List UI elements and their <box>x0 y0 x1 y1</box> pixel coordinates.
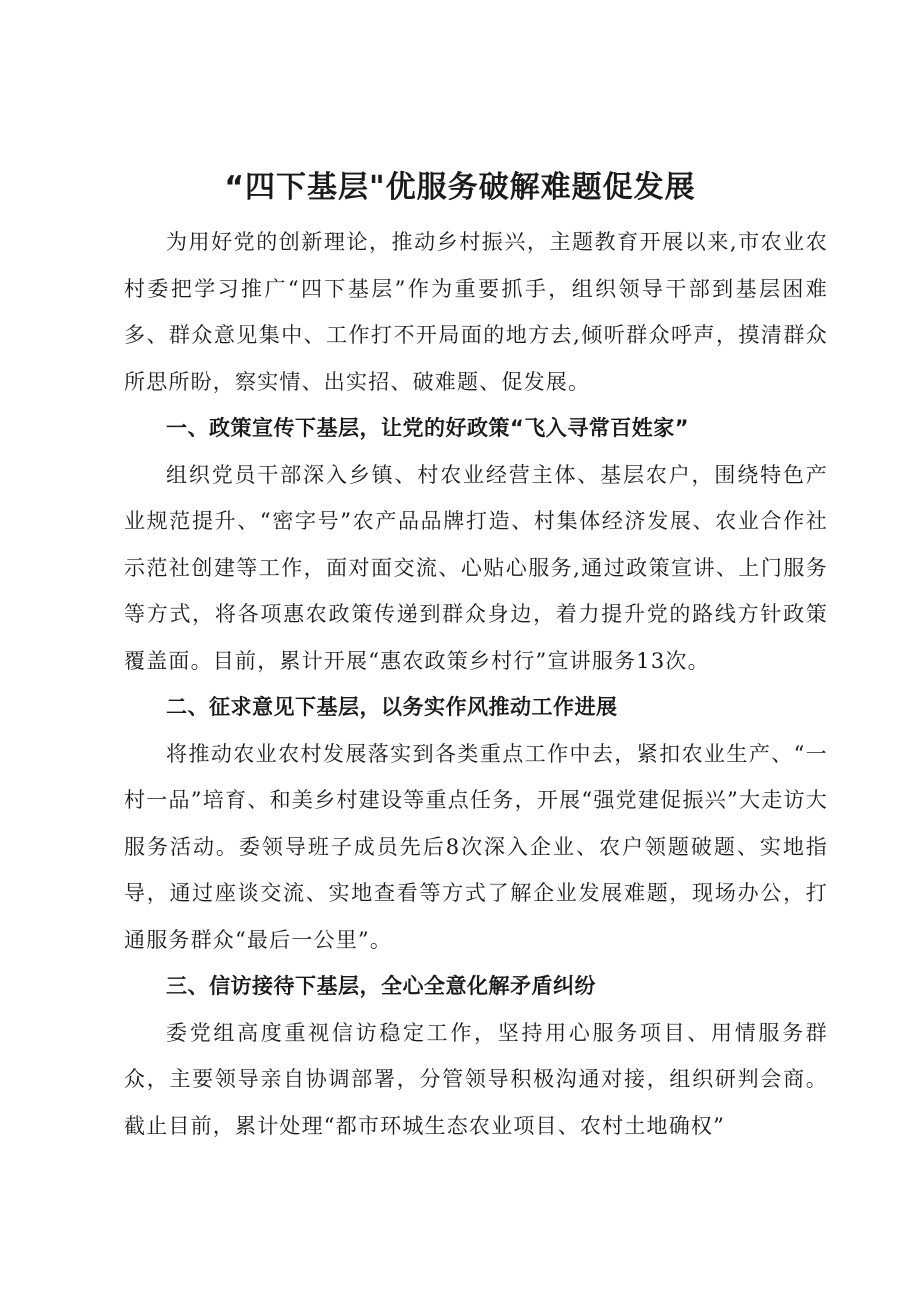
document-body <box>124 219 828 1149</box>
section-heading-2: 二、征求意见下基层，以务实作风推动工作进展 <box>166 695 618 719</box>
section-heading-3: 三、信访接待下基层，全心全意化解矛盾纠纷 <box>166 974 596 998</box>
section-body-3: 委党组高度重视信访稳定工作，坚持用心服务项目、用情服务群众，主要领导亲自协调部署，分管领导积极沟通对接，组织研判会商。截止目前，累计处理“都市环城生态农业项目、农村土地确权” <box>124 1020 828 1138</box>
section-heading-1: 一、政策宣传下基层，让党的好政策“飞入寻常百姓家” <box>166 416 690 440</box>
document-title: “四下基层"优服务破解难题促发展 <box>224 170 696 205</box>
section-body-1: 组织党员干部深入乡镇、村农业经营主体、基层农户，围绕特色产业规范提升、“密字号”农产品品牌打造、村集体经济发展、农业合作社示范社创建等工作，面对面交流、心贴心服务,通过政策宣讲、上门服务等方式，将各项惠农政策传递到群众身边，着力提升党的路线方针政策覆盖面。目前，累计开展“惠农政策乡村行”宣讲服务13次。 <box>124 462 828 673</box>
section-body-2: 将推动农业农村发展落实到各类重点工作中去，紧扣农业生产、“一村一品”培育、和美乡村建设等重点任务，开展“强党建促振兴”大走访大服务活动。委领导班子成员先后8次深入企业、农户领题破题、实地指导，通过座谈交流、实地查看等方式了解企业发展难题，现场办公，打通服务群众“最后一公里”。 <box>124 741 828 952</box>
intro-paragraph: 为用好党的创新理论，推动乡村振兴，主题教育开展以来,市农业农村委把学习推广“四下基层”作为重要抓手，组织领导干部到基层困难多、群众意见集中、工作打不开局面的地方去,倾听群众呼声，摸清群众所思所盼，察实情、出实招、破难题、促发展。 <box>124 230 828 394</box>
